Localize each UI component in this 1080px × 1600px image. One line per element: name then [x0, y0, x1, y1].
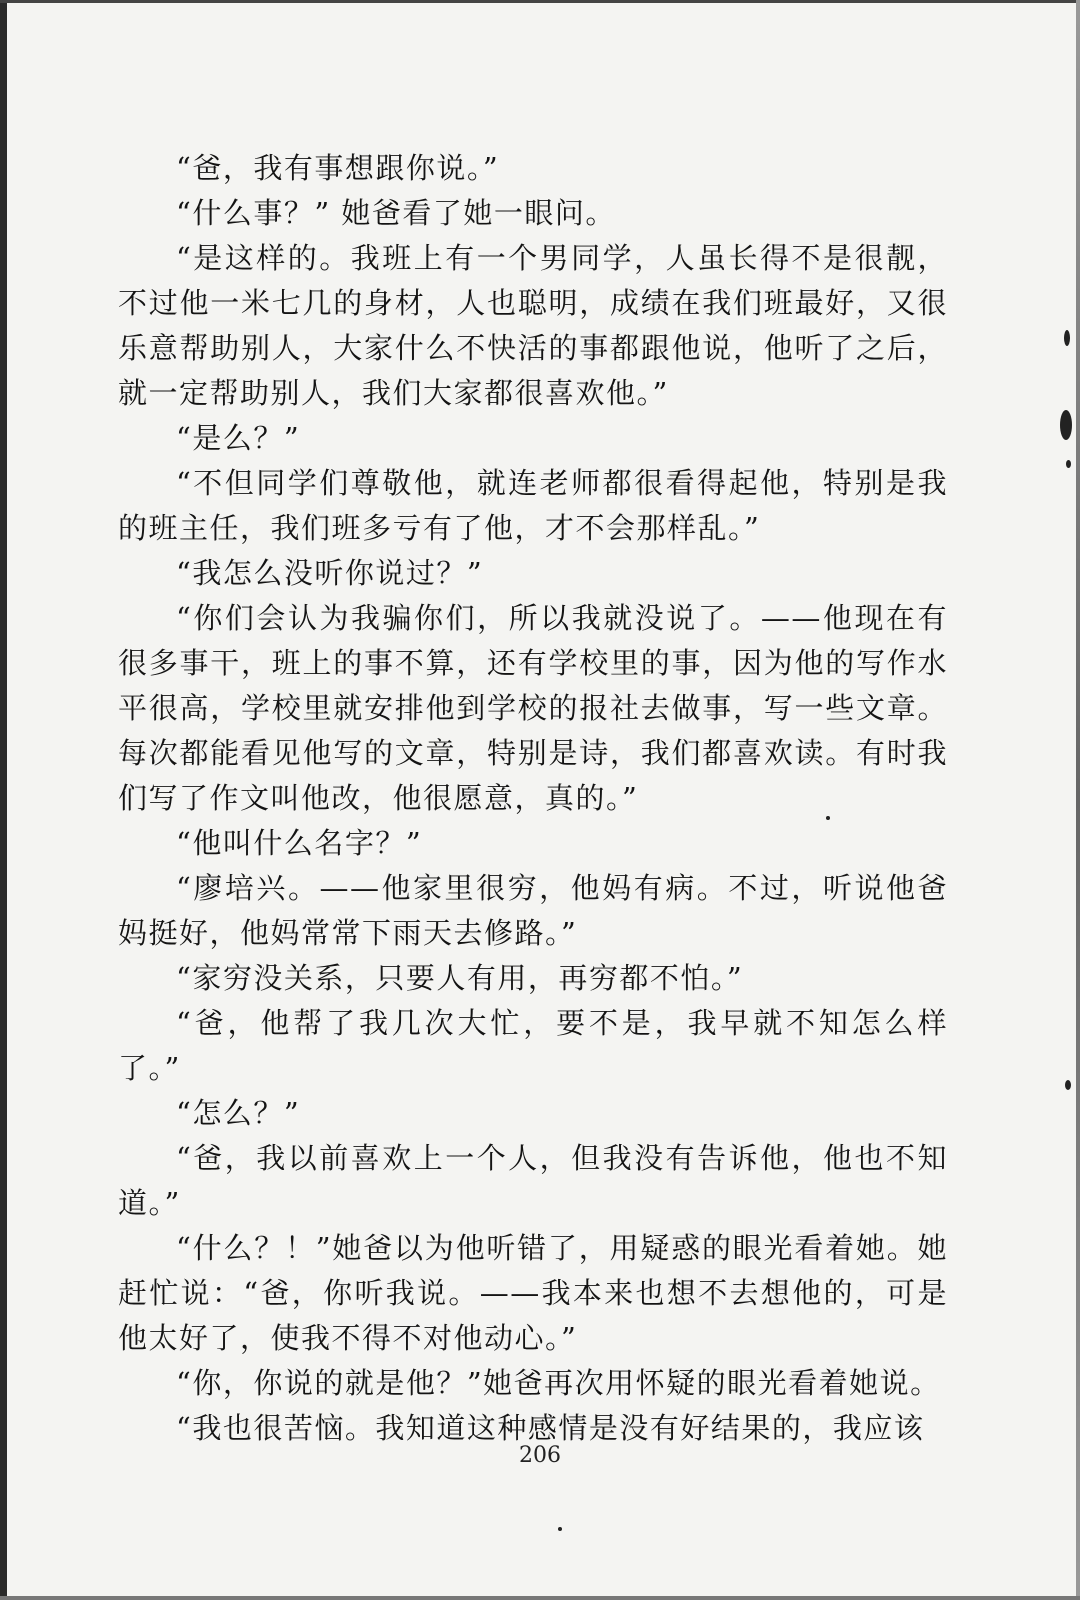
paragraph: “不但同学们尊敬他，就连老师都很看得起他，特别是我的班主任，我们班多亏有了他，才不会那样乱。”	[118, 466, 948, 545]
scan-speck	[1064, 330, 1070, 346]
paragraph: “我也很苦恼。我知道这种感情是没有好结果的，我应该	[176, 1411, 925, 1445]
scan-speck	[1065, 1080, 1071, 1090]
paragraph: “爸，我以前喜欢上一个人，但我没有告诉他，他也不知道。”	[118, 1141, 948, 1220]
paragraph: “你们会认为我骗你们，所以我就没说了。——他现在有很多事干，班上的事不算，还有学校里的事，因为他的写作水平很高，学校里就安排他到学校的报社去做事，写一些文章。每次都能看见他写的文章，特别是诗，我们都喜欢读。有时我们写了作文叫他改，他很愿意，真的。”	[118, 601, 948, 815]
scan-border-top	[0, 0, 1080, 3]
paragraph: “爸，我有事想跟你说。”	[176, 151, 500, 185]
scan-speck	[558, 1527, 562, 1531]
paragraph: “爸，他帮了我几次大忙，要不是，我早就不知怎么样了。”	[118, 1006, 948, 1085]
paragraph: “你，你说的就是他？”她爸再次用怀疑的眼光看着她说。	[176, 1366, 941, 1400]
scan-border-right	[1076, 0, 1080, 1600]
scan-border-left	[0, 0, 7, 1600]
paragraph: “他叫什么名字？”	[176, 826, 423, 860]
paragraph: “什么事？” 她爸看了她一眼问。	[176, 196, 616, 230]
page-number: 206	[519, 1443, 561, 1468]
paragraph: “是这样的。我班上有一个男同学，人虽长得不是很靓，不过他一米七几的身材，人也聪明，成绩在我们班最好，又很乐意帮助别人，大家什么不快活的事都跟他说，他听了之后，就一定帮助别人，我们大家都很喜欢他。”	[118, 241, 948, 410]
paragraph: “廖培兴。——他家里很穷，他妈有病。不过，听说他爸妈挺好，他妈常常下雨天去修路。”	[118, 871, 948, 950]
paragraph: “怎么？”	[176, 1096, 301, 1130]
scan-speck	[1066, 460, 1071, 468]
paragraph: “什么？！”她爸以为他听错了，用疑惑的眼光看着她。她赶忙说：“爸，你听我说。——我本来也想不去想他的，可是他太好了，使我不得不对他动心。”	[118, 1231, 948, 1355]
scan-speck	[1060, 410, 1072, 440]
paragraph: “家穷没关系，只要人有用，再穷都不怕。”	[176, 961, 744, 995]
paragraph: “我怎么没听你说过？”	[176, 556, 484, 590]
body-text	[118, 146, 948, 1451]
paragraph: “是么？”	[176, 421, 301, 455]
scan-border-bottom	[0, 1596, 1080, 1600]
